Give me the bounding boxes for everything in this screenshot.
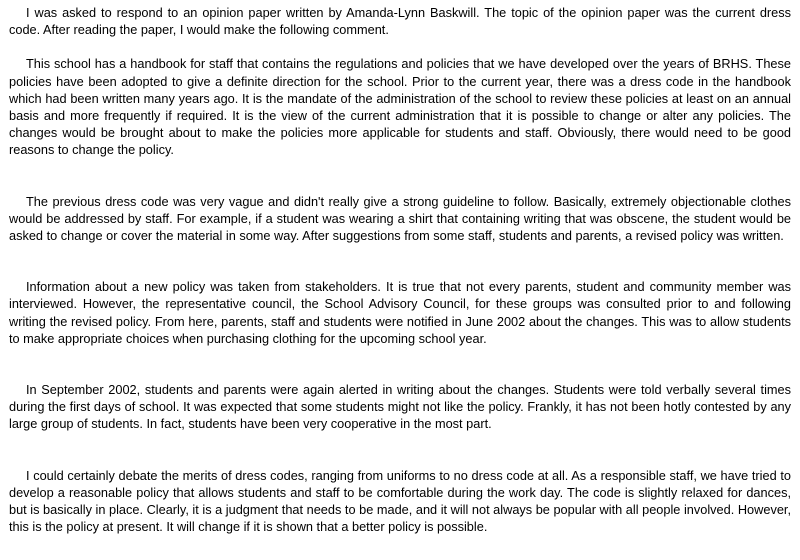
paragraph-spacer xyxy=(9,433,791,467)
paragraph-intro: I was asked to respond to an opinion paper written by Amanda-Lynn Baskwill. The topic of the opinion paper was the current dress code. After reading the paper, I would make the following comment. xyxy=(9,5,791,38)
paragraph-september: In September 2002, students and parents were again alerted in writing about the changes. Students were told verbally several times during the first days of school. It was expected that some students might not like the policy. Frankly, it has not been hotly contested by any large group of students. In fact, students have been very cooperative in the most part. xyxy=(9,382,791,432)
paragraph-spacer xyxy=(9,347,791,381)
paragraph-spacer xyxy=(9,159,791,193)
paragraph-handbook: This school has a handbook for staff that contains the regulations and policies that we have developed over the years of BRHS. These policies have been adopted to give a definite direction for the school. Prior to the current year, there was a dress code in the handbook which had been written many years ago. It is the mandate of the administration of the school to review these policies at least on an annual basis and more frequently if required. It is the view of the current administration that it is possible to change or alter any policies. The changes would be brought about to make the policies more applicable for students and staff. Obviously, there would need to be good reasons to change the policy. xyxy=(9,56,791,158)
paragraph-spacer xyxy=(9,38,791,55)
paragraph-previous-code: The previous dress code was very vague and didn't really give a strong guideline to follow. Basically, extremely objectionable clothes would be addressed by staff. For example, if a student was wearing a shirt that containing writing that was obscene, the student would be asked to change or cover the material in some way. After suggestions from some staff, students and parents, a revised policy was written. xyxy=(9,193,791,244)
paragraph-stakeholders: Information about a new policy was taken from stakeholders. It is true that not every parents, student and community member was interviewed. However, the representative council, the School Advisory Council, for these groups was consulted prior to and following writing the revised policy. From here, parents, staff and students were notified in June 2002 about the changes. This was to allow students to make appropriate choices when purchasing clothing for the upcoming school year. xyxy=(9,279,791,346)
paragraph-conclusion: I could certainly debate the merits of dress codes, ranging from uniforms to no dress code at all. As a responsible staff, we have tried to develop a reasonable policy that allows students and staff to be comfortable during the work day. The code is slightly relaxed for dances, but is basically in place. Clearly, it is a judgment that needs to be made, and it will not always be popular with all people involved. However, this is the policy at present. It will change if it is shown that a better policy is possible. xyxy=(9,467,791,535)
document-body xyxy=(9,4,791,535)
paragraph-spacer xyxy=(9,244,791,278)
